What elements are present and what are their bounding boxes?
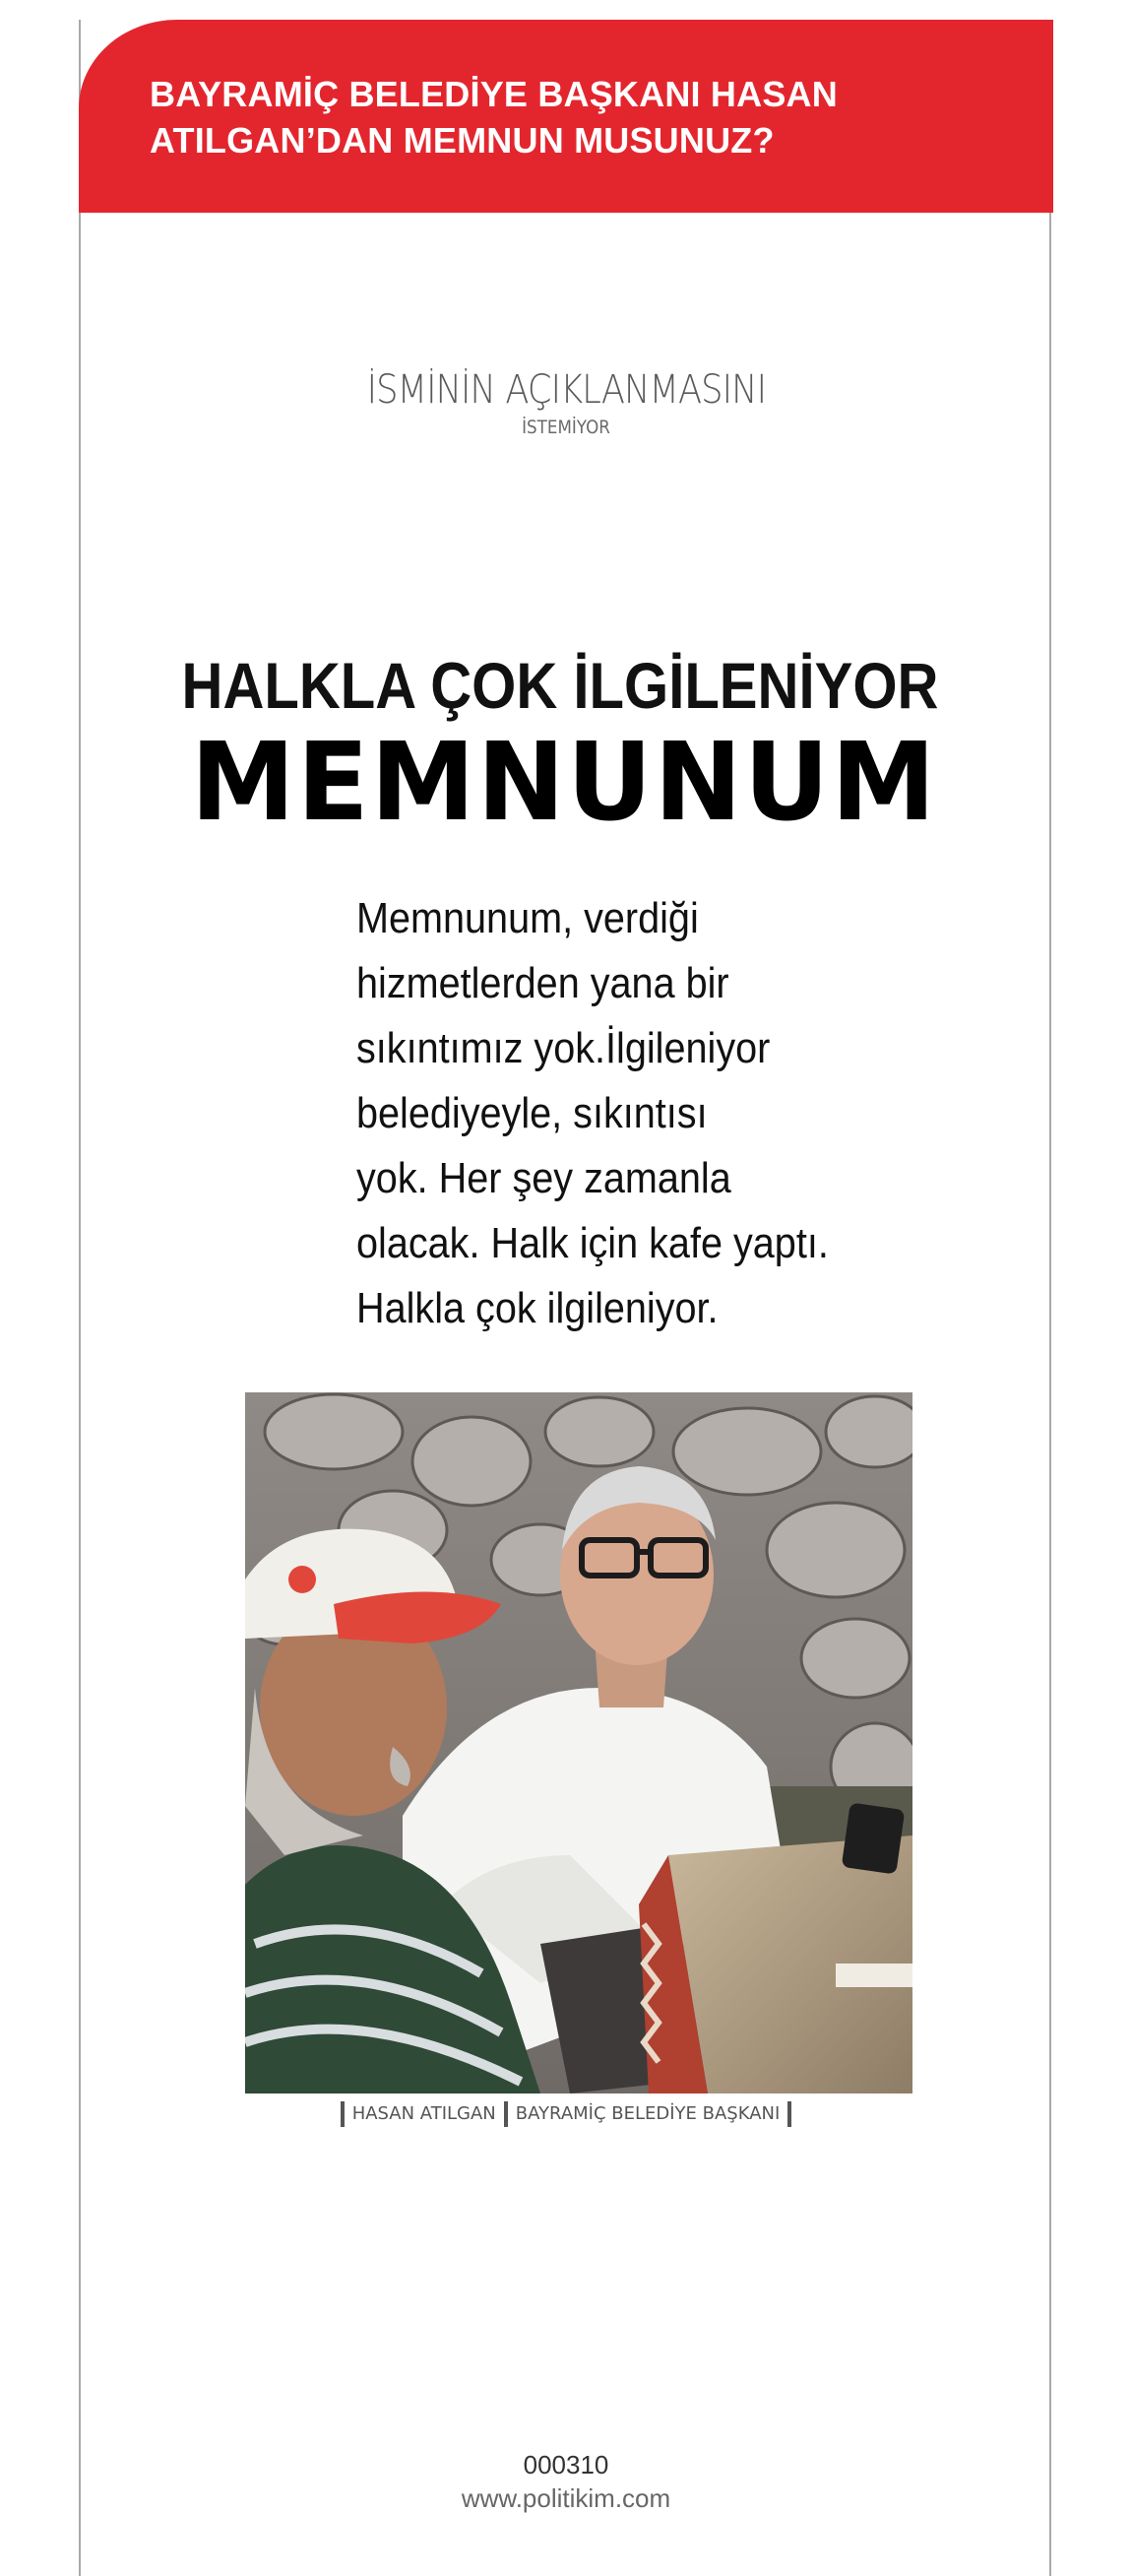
quote-line: belediyeyle, sıkıntısı: [356, 1089, 708, 1137]
quote-line: sıkıntımız yok.İlgileniyor: [356, 1024, 771, 1072]
header-title: BAYRAMİÇ BELEDİYE BAŞKANI HASAN ATILGAN’DAN MEMNUN MUSUNUZ?: [150, 74, 838, 161]
caption-title: BAYRAMİÇ BELEDİYE BAŞKANI: [515, 2103, 781, 2124]
caption-divider: [787, 2101, 791, 2127]
speaker-block: [0, 366, 1132, 439]
photo-caption: [0, 2099, 1132, 2129]
footer: [0, 2448, 1132, 2515]
speaker-subtitle: İSTEMİYOR: [522, 417, 610, 438]
headline-block: [0, 648, 1132, 845]
quote-line: hizmetlerden yana bir: [356, 959, 729, 1007]
quote-line: Memnunum, verdiği: [356, 894, 699, 942]
headline-line-1: HALKLA ÇOK İLGİLENİYOR: [181, 649, 939, 722]
footer-code: 000310: [523, 2450, 609, 2479]
speaker-name: İSMİNİN AÇIKLANMASINI: [366, 367, 766, 413]
headline-line-2: MEMNUNUM: [190, 719, 938, 845]
quote-line: yok. Her şey zamanla: [356, 1154, 731, 1202]
footer-url[interactable]: www.politikim.com: [461, 2483, 671, 2513]
news-photo: [245, 1392, 912, 2093]
quote-line: olacak. Halk için kafe yaptı.: [356, 1219, 829, 1267]
caption-divider: [504, 2101, 508, 2127]
quote-line: Halkla çok ilgileniyor.: [356, 1284, 719, 1332]
caption-name: HASAN ATILGAN: [351, 2103, 496, 2124]
header-banner: [79, 20, 1053, 213]
quote-block: [356, 886, 908, 1341]
caption-divider: [341, 2101, 345, 2127]
